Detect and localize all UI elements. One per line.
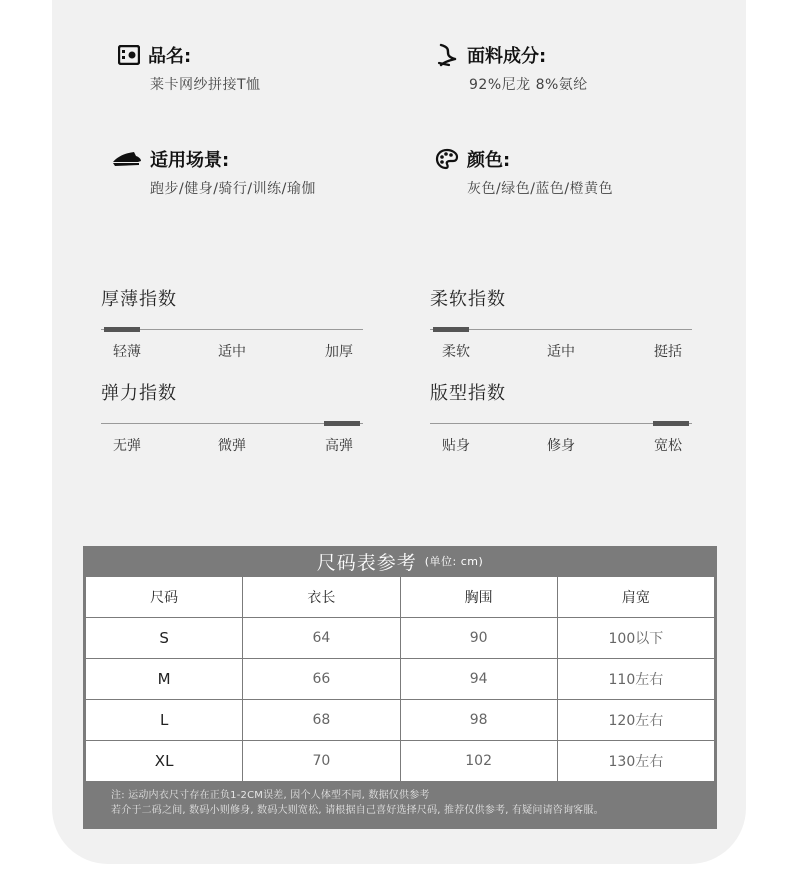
index-track bbox=[101, 329, 363, 330]
table-cell: 64 bbox=[243, 618, 400, 659]
table-header-row bbox=[86, 577, 715, 618]
index-track bbox=[430, 329, 692, 330]
index-track bbox=[101, 423, 363, 424]
index-fit bbox=[430, 379, 692, 454]
table-row bbox=[86, 741, 715, 782]
table-row bbox=[86, 659, 715, 700]
table-cell: 110左右 bbox=[557, 659, 714, 700]
index-marker bbox=[653, 421, 689, 426]
index-title: 厚薄指数 bbox=[101, 289, 177, 310]
info-fabric bbox=[437, 42, 588, 94]
product-name-value: 莱卡网纱拼接T恤 bbox=[150, 77, 261, 93]
index-label: 高弹 bbox=[325, 438, 353, 454]
index-label: 适中 bbox=[547, 344, 575, 360]
palette-icon bbox=[435, 148, 459, 170]
table-cell: 90 bbox=[400, 618, 557, 659]
size-chart-unit: (单位: cm) bbox=[424, 555, 484, 568]
info-scene bbox=[112, 146, 316, 198]
table-cell: 66 bbox=[243, 659, 400, 700]
fiber-strand-icon bbox=[437, 43, 459, 67]
table-cell: 98 bbox=[400, 700, 557, 741]
table-cell: S bbox=[86, 618, 243, 659]
table-cell: 102 bbox=[400, 741, 557, 782]
index-title: 版型指数 bbox=[430, 383, 506, 404]
index-label: 修身 bbox=[547, 438, 575, 454]
index-label: 微弹 bbox=[218, 438, 246, 454]
info-product-name bbox=[118, 42, 261, 94]
product-name-title: 品名: bbox=[148, 46, 192, 67]
size-chart-title: 尺码表参考 bbox=[316, 551, 417, 574]
index-thickness bbox=[101, 285, 363, 360]
size-note-line: 若介于二码之间, 数码小则修身, 数码大则宽松, 请根据自己喜好选择尺码, 推荐仅供参考, 有疑问请咨询客服。 bbox=[111, 805, 604, 816]
index-label: 无弹 bbox=[113, 438, 141, 454]
index-label: 挺括 bbox=[654, 344, 682, 360]
table-cell: L bbox=[86, 700, 243, 741]
index-softness bbox=[430, 285, 692, 360]
table-header-cell: 衣长 bbox=[243, 577, 400, 618]
size-table bbox=[85, 576, 715, 782]
running-shoe-icon bbox=[112, 150, 142, 168]
fabric-value: 92%尼龙 8%氨纶 bbox=[469, 77, 588, 93]
table-cell: 68 bbox=[243, 700, 400, 741]
table-row bbox=[86, 700, 715, 741]
index-track bbox=[430, 423, 692, 424]
info-color bbox=[435, 146, 613, 198]
fabric-title: 面料成分: bbox=[467, 46, 547, 67]
table-header-cell: 肩宽 bbox=[557, 577, 714, 618]
size-chart-header bbox=[83, 546, 717, 576]
size-chart bbox=[83, 546, 717, 829]
index-label: 加厚 bbox=[325, 344, 353, 360]
size-note bbox=[111, 788, 604, 818]
color-value: 灰色/绿色/蓝色/橙黄色 bbox=[467, 181, 614, 197]
scene-value: 跑步/健身/骑行/训练/瑜伽 bbox=[150, 181, 316, 197]
index-label: 轻薄 bbox=[113, 344, 141, 360]
table-cell: XL bbox=[86, 741, 243, 782]
table-cell: 120左右 bbox=[557, 700, 714, 741]
table-header-cell: 胸围 bbox=[400, 577, 557, 618]
table-row bbox=[86, 618, 715, 659]
table-header-cell: 尺码 bbox=[86, 577, 243, 618]
index-label: 适中 bbox=[218, 344, 246, 360]
index-marker bbox=[433, 327, 469, 332]
index-label: 宽松 bbox=[654, 438, 682, 454]
table-cell: 70 bbox=[243, 741, 400, 782]
index-label: 贴身 bbox=[442, 438, 470, 454]
table-cell: 130左右 bbox=[557, 741, 714, 782]
table-cell: 100以下 bbox=[557, 618, 714, 659]
table-cell: 94 bbox=[400, 659, 557, 700]
index-marker bbox=[324, 421, 360, 426]
color-title: 颜色: bbox=[467, 150, 511, 171]
index-marker bbox=[104, 327, 140, 332]
size-note-line: 注: 运动内衣尺寸存在正负1-2CM误差, 因个人体型不同, 数据仅供参考 bbox=[111, 790, 430, 801]
scene-title: 适用场景: bbox=[150, 150, 230, 171]
index-title: 柔软指数 bbox=[430, 289, 506, 310]
index-title: 弹力指数 bbox=[101, 383, 177, 404]
table-cell: M bbox=[86, 659, 243, 700]
index-elasticity bbox=[101, 379, 363, 454]
index-label: 柔软 bbox=[442, 344, 470, 360]
product-tag-icon bbox=[118, 45, 140, 65]
